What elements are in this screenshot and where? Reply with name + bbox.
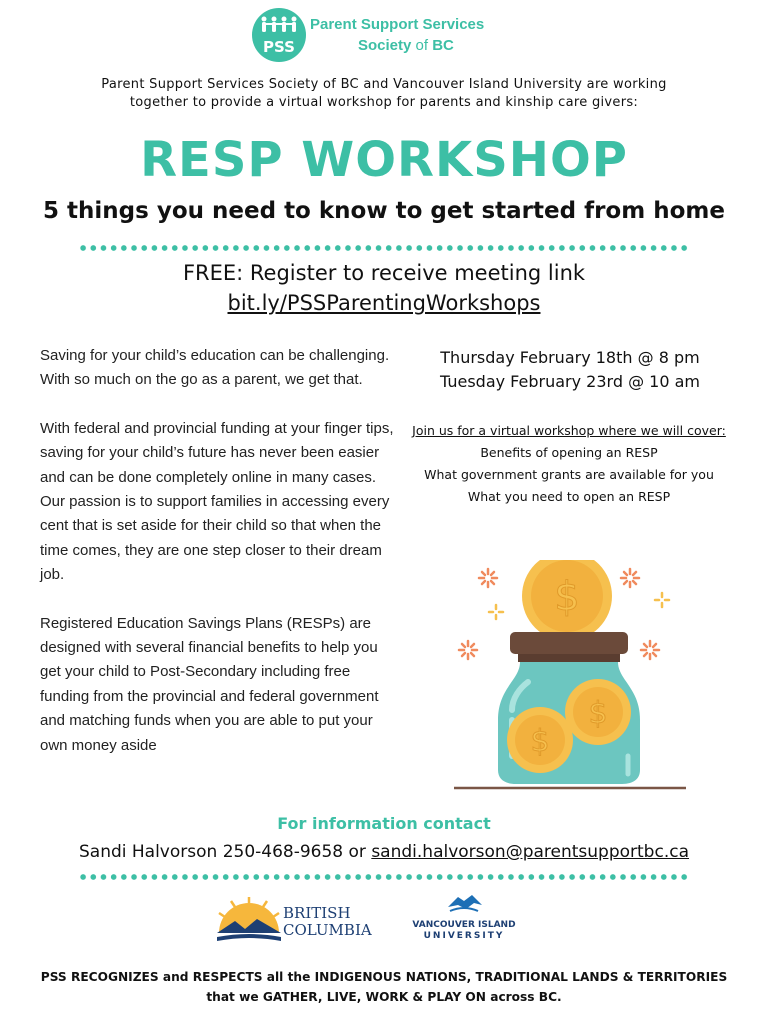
page-title: RESP WORKSHOP xyxy=(140,132,628,188)
dotted-divider-bottom xyxy=(78,873,690,881)
topic-item-2: What government grants are available for you xyxy=(424,467,714,482)
contact-heading: For information contact xyxy=(277,814,491,833)
register-link[interactable]: bit.ly/PSSParentingWorkshops xyxy=(227,291,541,315)
body-text xyxy=(40,344,400,782)
session-date-2: Tuesday February 23rd @ 10 am xyxy=(440,372,700,391)
org-name-line2: Society of BC xyxy=(358,37,454,54)
body-paragraph-3: Registered Education Savings Plans (RESPs) are designed with several financial benefits to help you get your child to Post-Secondary including free funding from the provincial and federal government and matching funds when you are able to put your own money aside xyxy=(40,614,379,754)
contact-name-phone: Sandi Halvorson 250-468-9658 or xyxy=(78,842,372,862)
register-line: FREE: Register to receive meeting link xyxy=(182,261,586,285)
svg-text:$: $ xyxy=(554,574,580,620)
pss-logo xyxy=(252,8,484,62)
org-name xyxy=(310,14,484,56)
contact-line xyxy=(0,842,768,862)
page-subtitle: 5 things you need to know to get started from home xyxy=(43,198,725,224)
contact-email-link[interactable]: sandi.halvorson@parentsupportbc.ca xyxy=(371,842,689,862)
topics-heading: Join us for a virtual workshop where we will cover: xyxy=(412,423,726,438)
land-acknowledgement: PSS RECOGNIZES and RESPECTS all the INDIGENOUS NATIONS, TRADITIONAL LANDS & TERRITORIES that we GATHER, LIVE, WORK & PLAY ON across BC. xyxy=(40,970,728,1004)
org-name-line1: Parent Support Services xyxy=(310,16,485,33)
session-date-1: Thursday February 18th @ 8 pm xyxy=(440,348,700,367)
bc-wordmark: BRITISH COLUMBIA xyxy=(283,904,372,939)
pss-logo-mark xyxy=(252,8,306,62)
session-dates xyxy=(400,346,740,394)
dotted-divider-top xyxy=(78,244,690,252)
topic-item-1: Benefits of opening an RESP xyxy=(480,445,658,460)
register-block xyxy=(0,258,768,318)
svg-text:$: $ xyxy=(588,696,608,731)
intro-text: Parent Support Services Society of BC and Vancouver Island University are working together to provide a virtual workshop for parents and kinship care givers: xyxy=(101,77,667,110)
people-icon xyxy=(260,16,298,34)
viu-wordmark: VANCOUVER ISLAND UNIVERSITY xyxy=(412,920,516,941)
body-paragraph-1: Saving for your child’s education can be challenging. With so much on the go as a parent, we get that. xyxy=(40,347,390,389)
svg-text:$: $ xyxy=(530,724,550,759)
savings-jar-illustration xyxy=(450,560,690,795)
topic-item-3: What you need to open an RESP xyxy=(467,489,671,504)
logo-initials: PSS xyxy=(263,38,295,56)
workshop-topics xyxy=(400,420,738,508)
body-paragraph-2: With federal and provincial funding at your finger tips, saving for your child’s future has never been easier and can be done completely online in many cases. Our passion is to support families in accessing every cent that is set aside for their child so that when the time comes, they are one step closer to their dream job. xyxy=(40,419,394,584)
